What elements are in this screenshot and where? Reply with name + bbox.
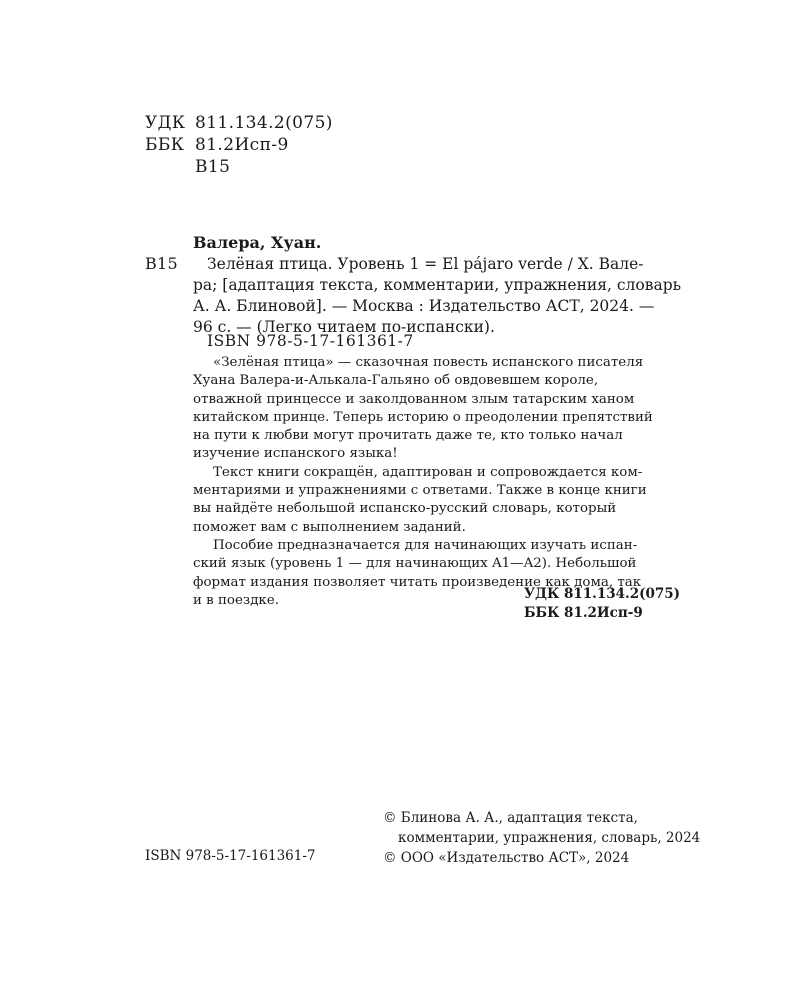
udk-row xyxy=(145,112,333,134)
annotation-line: изучение испанского языка! xyxy=(193,446,398,462)
annotation-line: «Зелёная птица» — сказочная повесть испанского писателя xyxy=(213,355,644,370)
bbk-label: ББК xyxy=(145,135,185,155)
bib-line: ра; [адаптация текста, комментарии, упражнения, словарь xyxy=(193,276,682,294)
annotation-line: Пособие предназначается для начинающих изучать испан- xyxy=(213,537,638,553)
footer-bbk: ББК 81.2Исп-9 xyxy=(524,605,643,621)
annotation-line: китайском принце. Теперь историю о преодолении препятствий xyxy=(193,409,653,425)
bib-line: Зелёная птица. Уровень 1 = El pájaro verde / Х. Вале- xyxy=(207,255,644,273)
bbk-row xyxy=(145,134,333,156)
classification-codes xyxy=(145,112,333,178)
copyright-line: © ООО «Издательство АСТ», 2024 xyxy=(383,850,630,866)
annotation-line: ментариями и упражнениями с ответами. Также в конце книги xyxy=(193,483,647,499)
bib-line: А. А. Блиновой]. — Москва : Издательство АСТ, 2024. — xyxy=(193,297,655,315)
annotation-line: ский язык (уровень 1 — для начинающих A1—A2). Небольшой xyxy=(193,556,637,572)
bibliographic-description xyxy=(193,254,703,338)
annotation-line: и в поездке. xyxy=(193,592,279,608)
copyright-line: комментарии, упражнения, словарь, 2024 xyxy=(398,830,701,846)
annotation-line: поможет вам с выполнением заданий. xyxy=(193,519,466,535)
annotation-line: Текст книги сокращён, адаптирован и сопровождается ком- xyxy=(213,464,643,480)
footer-udk: УДК 811.134.2(075) xyxy=(524,586,681,602)
footer-classification xyxy=(524,585,680,623)
author-cipher: В15 xyxy=(195,157,231,177)
bbk-value: 81.2Исп-9 xyxy=(195,135,289,155)
copyright-line: © Блинова А. А., адаптация текста, xyxy=(383,810,638,826)
bib-line: 96 с. — (Легко читаем по-испански). xyxy=(193,318,495,336)
annotation-line: вы найдёте небольшой испанско-русский словарь, который xyxy=(193,501,617,517)
copyright-block xyxy=(383,808,700,868)
annotation-line: на пути к любви могут прочитать даже те, кто только начал xyxy=(193,428,623,444)
udk-value: 811.134.2(075) xyxy=(195,113,333,133)
annotation-line: отважной принцессе и заколдованном злым татарским ханом xyxy=(193,391,635,407)
isbn: ISBN 978-5-17-161361-7 xyxy=(207,332,414,350)
author-heading: Валера, Хуан. xyxy=(193,233,322,252)
udk-label: УДК xyxy=(145,113,186,133)
annotation xyxy=(193,354,698,610)
cipher-row xyxy=(145,156,333,178)
bibliographic-cipher: В15 xyxy=(145,254,179,273)
footer-isbn: ISBN 978-5-17-161361-7 xyxy=(145,848,316,864)
annotation-line: формат издания позволяет читать произведение как дома, так xyxy=(193,574,642,590)
annotation-line: Хуана Валера-и-Алькала-Гальяно об овдовевшем короле, xyxy=(193,373,599,389)
